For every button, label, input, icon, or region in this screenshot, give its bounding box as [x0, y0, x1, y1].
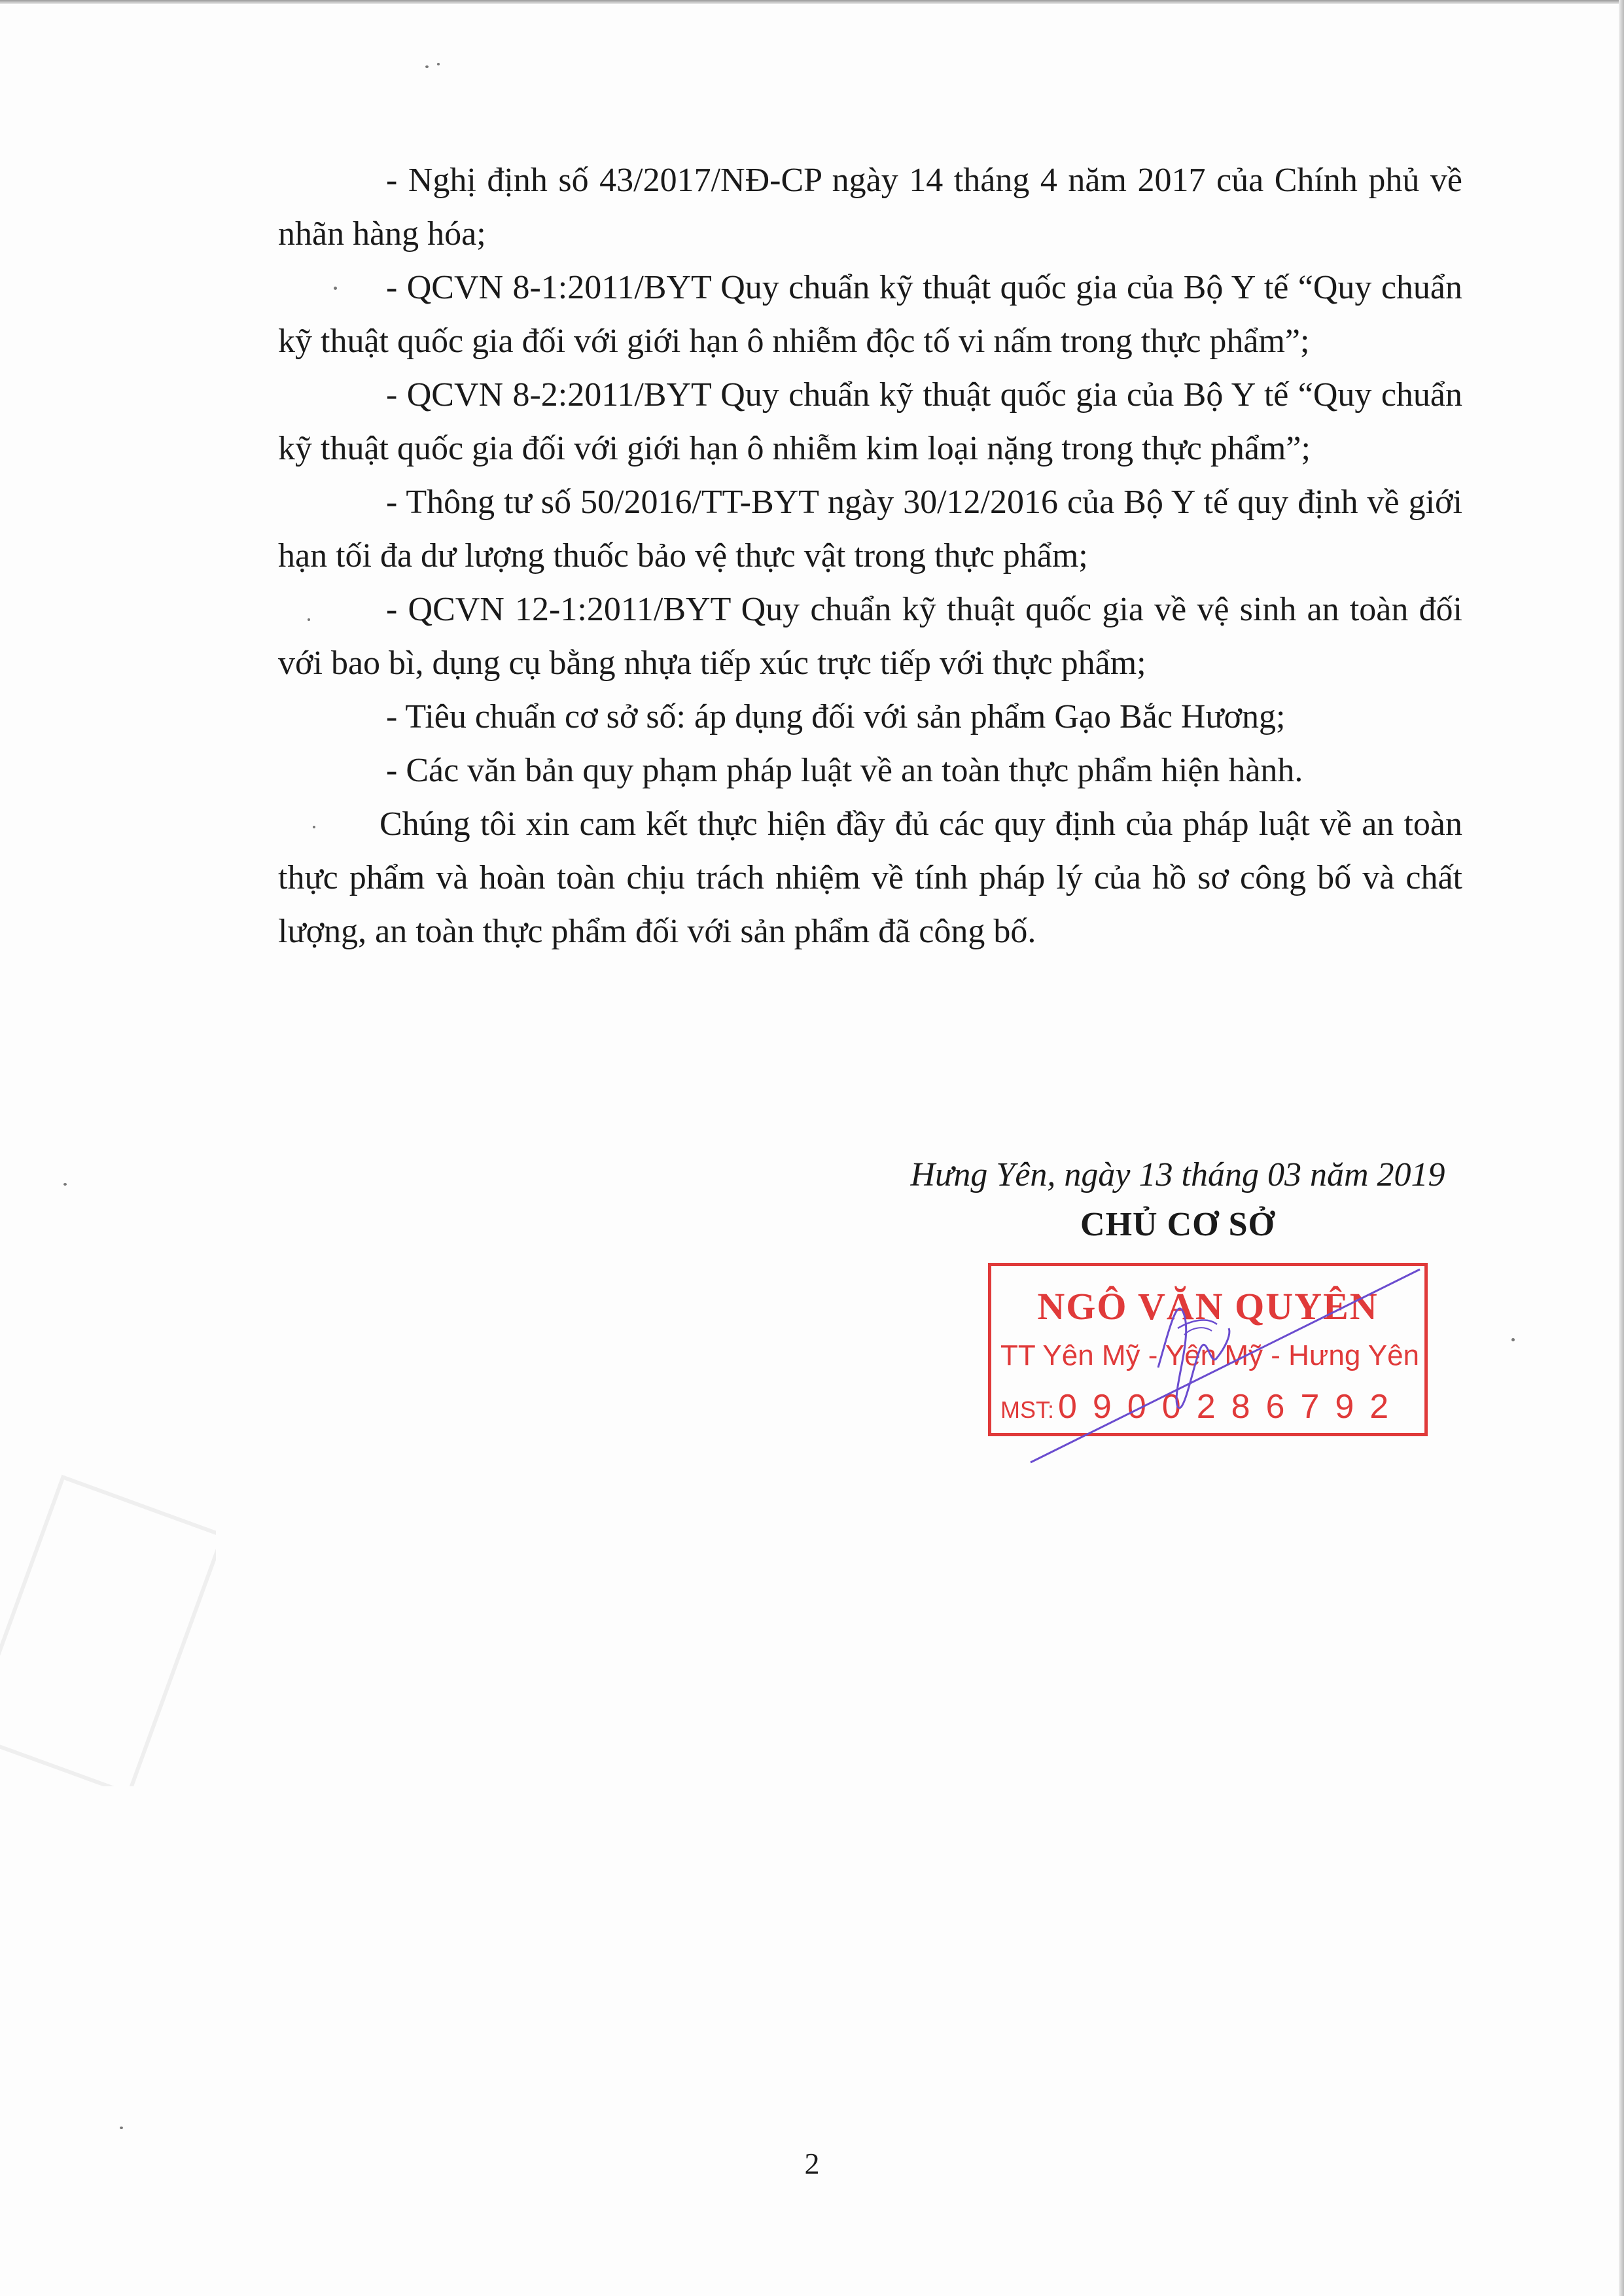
stamp-mst-label: MST: — [1000, 1396, 1055, 1423]
commitment-paragraph: Chúng tôi xin cam kết thực hiện đầy đủ các quy định của pháp luật về an toàn thực phẩm và hoàn toàn chịu trách nhiệm về tính pháp lý của hồ sơ công bố và chất lượng, an toàn thực phẩm đối với sản phẩm đã công bố. — [278, 805, 1462, 950]
scan-speck — [437, 63, 440, 65]
scan-speck — [120, 2127, 123, 2129]
stamp-address: TT Yên Mỹ - Yên Mỹ - Hưng Yên — [1000, 1339, 1420, 1371]
place-date-line: Hưng Yên, ngày 13 tháng 03 năm 2019 — [910, 1156, 1445, 1193]
scan-top-edge — [0, 0, 1624, 4]
stamp-name: NGÔ VĂN QUYÊN — [1037, 1285, 1379, 1328]
handwritten-signature — [1021, 1243, 1453, 1492]
ghost-stamp-bleedthrough — [0, 1472, 216, 1786]
regulation-item: - Thông tư số 50/2016/TT-BYT ngày 30/12/2016 của Bộ Y tế quy định về giới hạn tối đa dư lượng thuốc bảo vệ thực vật trong thực phẩm; — [278, 484, 1462, 574]
scan-speck — [63, 1183, 67, 1186]
scan-speck — [425, 65, 429, 68]
regulation-item: - Các văn bản quy phạm pháp luật về an toàn thực phẩm hiện hành. — [386, 752, 1303, 789]
scan-speck — [1511, 1338, 1515, 1341]
signature-block — [838, 1148, 1518, 1248]
page-number: 2 — [804, 2147, 820, 2180]
document-body — [278, 154, 1462, 959]
regulation-item: - QCVN 8-2:2011/BYT Quy chuẩn kỹ thuật quốc gia của Bộ Y tế “Quy chuẩn kỹ thuật quốc gia đối với giới hạn ô nhiễm kim loại nặng trong thực phẩm”; — [278, 376, 1462, 467]
regulation-item: - Tiêu chuẩn cơ sở số: áp dụng đối với sản phẩm Gạo Bắc Hương; — [386, 698, 1286, 735]
owner-title: CHỦ CƠ SỞ — [1080, 1206, 1275, 1243]
regulation-item: - QCVN 8-1:2011/BYT Quy chuẩn kỹ thuật quốc gia của Bộ Y tế “Quy chuẩn kỹ thuật quốc gia đối với giới hạn ô nhiễm độc tố vi nấm trong thực phẩm”; — [278, 269, 1462, 360]
regulation-item: - QCVN 12-1:2011/BYT Quy chuẩn kỹ thuật quốc gia về vệ sinh an toàn đối với bao bì, dụng cụ bằng nhựa tiếp xúc trực tiếp với thực phẩm; — [278, 591, 1462, 682]
stamp-mst-number: 0900286792 — [1058, 1388, 1405, 1426]
regulation-item: - Nghị định số 43/2017/NĐ-CP ngày 14 tháng 4 năm 2017 của Chính phủ về nhãn hàng hóa; — [278, 162, 1462, 253]
scan-right-edge — [1619, 0, 1624, 2296]
